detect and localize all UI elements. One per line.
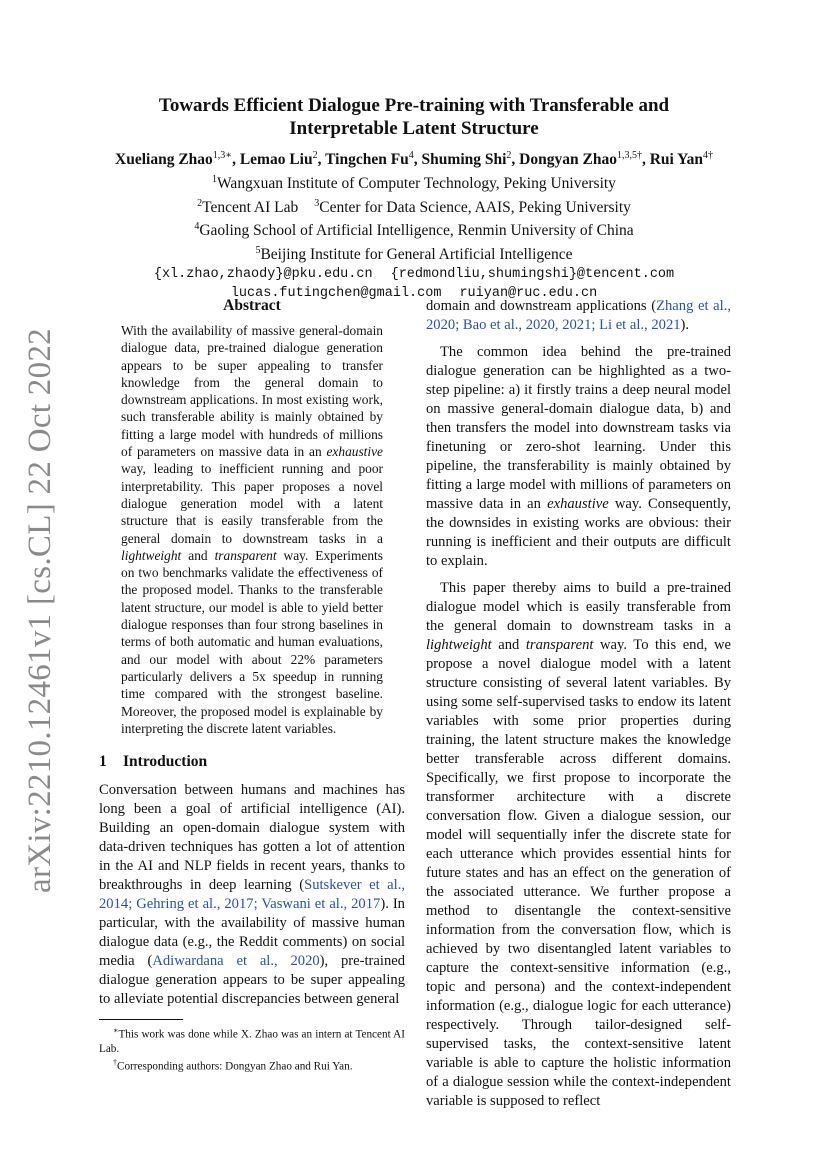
right-column bbox=[426, 297, 731, 1111]
section-title: Introduction bbox=[123, 753, 208, 771]
author-list bbox=[80, 146, 748, 170]
title-line-2: Interpretable Latent Structure bbox=[289, 118, 539, 139]
author-name: Shuming Shi bbox=[421, 151, 507, 169]
right-paragraph-3: This paper thereby aims to build a pre-trained dialogue model which is easily transferable from the general domain to downstream tasks in a lightweight and transparent way. To this end, we propose a novel dialogue model with a latent structure consisting of several latent variables. By using some self-supervised tasks to endow its latent variables with some prior properties during training, the latent structure makes the knowledge better transferable across different domains. Specifically, we first propose to incorporate the transformer architecture with a discrete conversation flow. Given a dialogue session, our model will sequentially infer the discrete state for each utterance which provides essential hints for future states and has an effect on the generation of the associated utterance. We further propose a method to disentangle the context-sensitive information from the conversation flow, which is achieved by two disentangled latent variables to capture the context-sensitive information (e.g., topic and persona) and the context-independent information (e.g., dialogue logic for each utterance) respectively. Through tailor-designed self-supervised tasks, the context-sensitive latent variable is able to capture the holistic information of a dialogue session while the context-independent variable is supposed to reflect bbox=[426, 580, 731, 1109]
footnote-2: †Corresponding authors: Dongyan Zhao and Rui Yan. bbox=[113, 1057, 353, 1073]
abstract-text: With the availability of massive general-domain dialogue data, pre-trained dialogue generation appears to be super appealing to transfer knowledge from the general domain to downstream applications. In most existing work, such transferable ability is mainly obtained by fitting a large model with hundreds of millions of parameters on massive data in an exhaustive way, leading to inefficient running and poor interpretability. This paper proposes a novel dialogue generation model with a latent structure that is easily transferable from the general domain to downstream tasks in a lightweight and transparent way. Experiments on two benchmarks validate the effectiveness of the proposed model. Thanks to the transferable latent structure, our model is able to yield better dialogue responses than four strong baselines in terms of both automatic and human evaluations, and our model with about 22% parameters particularly delivers a 5x speedup in running time compared with the strongest baseline. Moreover, the proposed model is explainable by interpreting the discrete latent variables. bbox=[121, 323, 383, 736]
author-name: Tingchen Fu bbox=[325, 151, 409, 169]
section-number: 1 bbox=[99, 753, 107, 771]
arxiv-identifier-sidebar bbox=[20, 327, 60, 893]
abstract-heading: Abstract bbox=[223, 297, 281, 314]
paper-header bbox=[80, 94, 748, 304]
citation-link[interactable]: Sutskever et al., 2014; Gehring et al., 2017; Vaswani et al., 2017 bbox=[99, 877, 405, 913]
author-sup: 4† bbox=[702, 150, 713, 161]
author-sup: 2 bbox=[506, 150, 512, 161]
author-sup: 1,3∗ bbox=[212, 150, 233, 161]
citation-link[interactable]: Zhang et al., 2020; Bao et al., 2020, 2021; Li et al., 2021 bbox=[426, 298, 731, 333]
email-line-1 bbox=[80, 265, 748, 285]
footnotes bbox=[99, 1019, 405, 1073]
section-heading-introduction bbox=[99, 753, 405, 771]
email[interactable]: {redmondliu,shumingshi}@tencent.com bbox=[390, 266, 675, 282]
author-sup: 1,3,5† bbox=[616, 150, 642, 161]
email[interactable]: {xl.zhao,zhaody}@pku.edu.cn bbox=[153, 266, 373, 282]
citation-link[interactable]: Adiwardana et al., 2020 bbox=[152, 953, 320, 970]
affiliation-1: $^1$Wangxuan Institute of Computer Technology, Peking University bbox=[212, 174, 616, 193]
footnote-1: ∗This work was done while X. Zhao was an intern at Tencent AI Lab. bbox=[99, 1026, 405, 1055]
author-sep: , bbox=[641, 151, 650, 169]
title-line-1: Towards Efficient Dialogue Pre-training with Transferable and bbox=[158, 95, 670, 116]
author-name: Dongyan Zhao bbox=[519, 151, 617, 169]
left-column bbox=[99, 297, 405, 1074]
author-name: Rui Yan bbox=[649, 151, 703, 169]
author-sep: , bbox=[413, 151, 422, 169]
author-sup: 4 bbox=[408, 150, 414, 161]
arxiv-identifier: arXiv:2210.12461v1 [cs.CL] 22 Oct 2022 bbox=[21, 327, 58, 893]
paper-title bbox=[80, 94, 748, 140]
author-name: Lemao Liu bbox=[239, 151, 313, 169]
email[interactable]: ruiyan@ruc.edu.cn bbox=[459, 286, 598, 302]
author-name: Xueliang Zhao bbox=[115, 151, 213, 169]
intro-paragraph: Conversation between humans and machines has long been a goal of artificial intelligence (AI). Building an open-domain dialogue system with data-driven techniques has gotten a lot of attention in the AI and NLP fields in recent years, thanks to breakthroughs in deep learning (Sutskever et al., 2014; Gehring et al., 2017; Vaswani et al., 2017). In particular, with the availability of massive human dialogue data (e.g., the Reddit comments) on social media (Adiwardana et al., 2020), pre-trained dialogue generation appears to be super appealing to alleviate potential discrepancies between general bbox=[99, 782, 406, 1008]
email[interactable]: lucas.futingchen@gmail.com bbox=[230, 286, 442, 302]
affiliation-4: $^4$Gaoling School of Artificial Intelligence, Renmin University of China bbox=[194, 221, 634, 240]
author-sep: , bbox=[511, 151, 520, 169]
footnote-rule bbox=[99, 1019, 183, 1020]
affiliation-5: $^5$Beijing Institute for General Artificial Intelligence bbox=[255, 245, 573, 264]
author-sep: , bbox=[317, 151, 326, 169]
author-sep: , bbox=[232, 151, 240, 169]
right-paragraph-1: domain and downstream applications (Zhang et al., 2020; Bao et al., 2020, 2021; Li et al., 2021). bbox=[426, 298, 731, 333]
affiliation-2-3: $^2$Tencent AI Lab $^3$Center for Data Science, AAIS, Peking University bbox=[197, 197, 631, 216]
author-sup: 2 bbox=[312, 150, 318, 161]
right-paragraph-2: The common idea behind the pre-trained dialogue generation can be highlighted as a two-step pipeline: a) it firstly trains a deep neural model on massive general-domain dialogue data, b) and then transfers the model into downstream tasks via finetuning or zero-shot learning. Under this pipeline, the transferability is mainly obtained by fitting a large model with millions of parameters on massive data in an exhaustive way. Consequently, the downsides in existing works are obvious: their running is inefficient and their outputs are difficult to explain. bbox=[426, 344, 731, 569]
